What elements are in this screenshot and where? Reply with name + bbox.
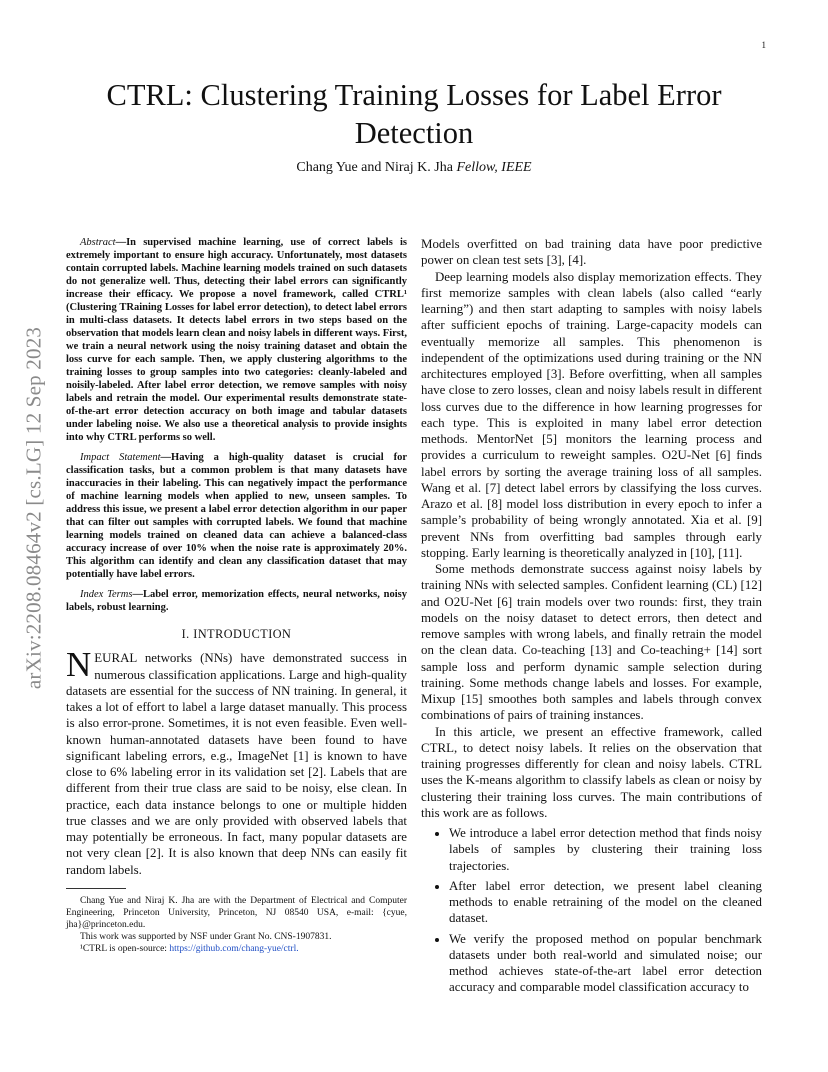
footnote-divider (66, 888, 126, 889)
section-heading: I. INTRODUCTION (181, 627, 292, 641)
right-column (421, 236, 762, 1000)
contributions-list (421, 825, 762, 996)
impact-label: Impact Statement (80, 452, 161, 463)
list-item: • We introduce a label error detection method that finds noisy labels of samples by clustering their training loss trajectories. (449, 825, 762, 874)
right-paragraph-1: Models overfitted on bad training data have poor predictive power on clean test sets [3], [4]. (421, 237, 762, 268)
paper-title: CTRL: Clustering Training Losses for Label Error Detection (106, 78, 722, 150)
list-item: • After label error detection, we present label cleaning methods to enable retraining of the model on the cleaned dataset. (449, 878, 762, 927)
arxiv-stamp-text: arXiv:2208.08464v2 [cs.LG] 12 Sep 2023 (21, 326, 46, 690)
footnote-code (66, 943, 407, 955)
index-text: Label error, memorization effects, neural networks, noisy labels, robust learning. (66, 589, 408, 613)
author-line (60, 160, 768, 176)
authors: Chang Yue and Niraj K. Jha (296, 160, 453, 175)
drop-cap: N (66, 645, 92, 685)
index-terms: Index Terms—Label error, memorization effects, neural networks, noisy labels, robust learning. (66, 589, 408, 613)
page-number: 1 (761, 40, 766, 50)
right-paragraph-2: Deep learning models also display memorization effects. They first memorize samples with clean labels (also called “early learning”) and then start adapting to samples with noisy labels after sufficient epochs of training. Large-capacity models can eventually memorize all samples. This phenomenon is independent of the optimizations used during training or the NN architectures employed [3]. Before overfitting, when all samples have close to zero losses, clean and noisy labels result in different loss curves due to the difference in how learning progresses for each type. This is exploited in many label error detection methods. MentorNet [5] monitors the learning process and provides a curriculum to reweight samples. O2U-Net [6] finds label errors by sorting the average training loss of all samples. Wang et al. [7] detect label errors by classifying the loss curves. Arazo et al. [8] model loss distribution in every epoch to infer a sample’s probability of being wrongly annotated. Xia et al. [9] prevent NNs from overfitting bad samples through early stopping. Early learning is theoretically analyzed in [10], [11]. (421, 269, 762, 560)
list-item: • We verify the proposed method on popular benchmark datasets under both real-world and simulated noise; our method achieves state-of-the-art label error detection accuracy and comparable model classification accuracy to (449, 931, 762, 996)
right-paragraph-3: Some methods demonstrate success against noisy labels by training NNs with selected samples. Confident learning (CL) [12] and O2U-Net [6] train models over two rounds: first, they train models on the noisy dataset to detect errors, then detect and remove samples with wrong labels, and finally retrain the model on the clean data. Co-teaching [13] and Co-teaching+ [14] sort sample loss and perform dynamic sample selection during training. Some methods change labels and losses. For example, Mixup [15] smoothes both samples and labels through convex combinations of pairs of training instances. (421, 562, 762, 723)
index-label: Index Terms (80, 589, 133, 600)
intro-paragraph (66, 645, 407, 878)
impact-text: Having a high-quality dataset is crucial for classification tasks, but a common problem is that many datasets have inaccuracies in their labeling. This can negatively impact the performance of machine learning models when applied to new, unseen samples. To address this issue, we present a label error detection algorithm in our paper that can filter out samples with corrupted labels. We found that machine learning models trained on cleaned data can achieve a balanced-class accuracy increase of over 10% when the noise rate is approximately 20%. This algorithm can identify and clean any classification dataset that may potentially have label errors. (66, 452, 407, 580)
impact-statement: Impact Statement—Having a high-quality dataset is crucial for classification tasks, but a common problem is that many datasets have inaccuracies in their labeling. This can negatively impact the performance of machine learning models when applied to new, unseen samples. To address this issue, we present a label error detection algorithm in our paper that can filter out samples with corrupted labels. We found that machine learning models trained on cleaned data can achieve a balanced-class accuracy increase of over 10% when the noise rate is approximately 20%. This algorithm can identify and clean any classification dataset that may potentially have label errors. (66, 452, 407, 580)
abstract-text: In supervised machine learning, use of correct labels is extremely important to ensure high accuracy. Unfortunately, most datasets contain corrupted labels. Machine learning models trained on such datasets do not generalize well. Thus, detecting their label errors can significantly increase their efficacy. We propose a novel framework, called CTRL¹ (Clustering TRaining Losses for label error detection), to detect label errors in multi-class datasets. It detects label errors in two steps based on the observation that models learn clean and noisy labels in different ways. First, we train a neural network using the noisy training dataset and obtain the loss curve for each sample. Then, we apply clustering algorithms to the training losses to group samples into two categories: cleanly-labeled and noisily-labeled. After label error detection, we remove samples with noisy labels and retrain the model. Our experimental results demonstrate state-of-the-art error detection accuracy on both image and tabular datasets under labeling noise. We also use a theoretical analysis to provide insights into why CTRL performs so well. (66, 237, 407, 443)
left-column (66, 236, 407, 955)
footnote-affiliation: Chang Yue and Niraj K. Jha are with the Department of Electrical and Computer Engineering, Princeton University, Princeton, NJ 08540 USA, e-mail: {cyue, jha}@princeton.edu. (66, 895, 407, 930)
code-link[interactable]: https://github.com/chang-yue/ctrl. (169, 943, 299, 954)
footnote-code-text: ¹CTRL is open-source: (80, 943, 170, 954)
abstract-label: Abstract (80, 237, 116, 248)
intro-text: EURAL networks (NNs) have demonstrated success in numerous classification applications. Large and high-quality datasets are essential for the success of NN training. In general, it takes a lot of effort to label a large dataset manually. This process is also error-prone. Sometimes, it is not even feasible. Even well-known human-annotated datasets have been found to have significant labeling errors, e.g., ImageNet [1] is known to have close to 6% labeling error in its validation set [2]. Labels that are different from their true class are said to be noisy, else clean. In practice, each data instance belongs to one or multiple hidden true classes and we are only provided with observed labels that may potentially be erroneous. In fact, many popular datasets are not very clean [2]. It is also known that deep NNs can easily fit random labels. (66, 651, 407, 877)
footnote-support: This work was supported by NSF under Grant No. CNS-1907831. (80, 931, 332, 942)
arxiv-stamp (22, 288, 46, 728)
author-note: Fellow, IEEE (456, 160, 532, 175)
abstract: Abstract—In supervised machine learning, use of correct labels is extremely important to ensure high accuracy. Unfortunately, most datasets contain corrupted labels. Machine learning models trained on such datasets do not generalize well. Thus, detecting their label errors can significantly increase their efficacy. We propose a novel framework, called CTRL¹ (Clustering TRaining Losses for label error detection), to detect label errors in multi-class datasets. It detects label errors in two steps based on the observation that models learn clean and noisy labels in different ways. First, we train a neural network using the noisy training dataset and obtain the loss curve for each sample. Then, we apply clustering algorithms to the training losses to group samples into two categories: cleanly-labeled and noisily-labeled. After label error detection, we remove samples with noisy labels and retrain the model. Our experimental results demonstrate state-of-the-art error detection accuracy on both image and tabular datasets under labeling noise. We also use a theoretical analysis to provide insights into why CTRL performs so well. (66, 237, 407, 443)
right-paragraph-4: In this article, we present an effective framework, called CTRL, to detect noisy labels. It relies on the observation that training progresses differently for clean and noisy labels. CTRL uses the K-means algorithm to classify labels as clean or noisy by clustering their training loss curves. The main contributions of this work are as follows. (421, 724, 762, 820)
